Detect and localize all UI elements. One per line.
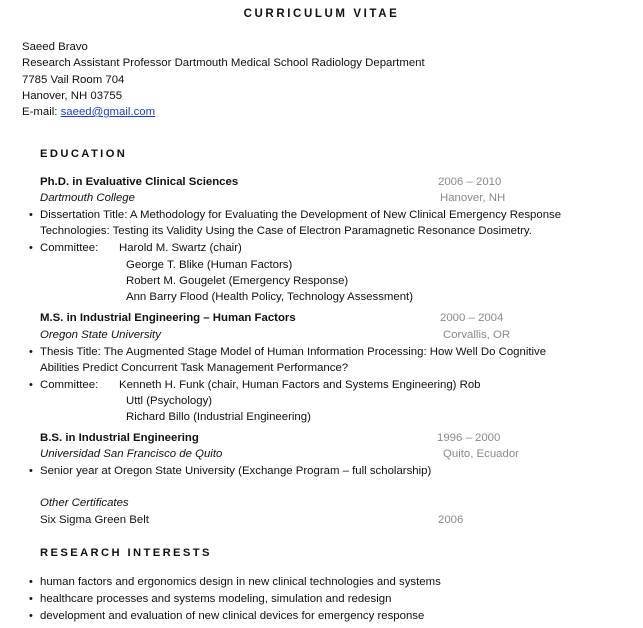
phd-committee-member: Harold M. Swartz (chair) (119, 242, 242, 254)
bullet-icon: • (29, 379, 33, 391)
ms-committee-member: Kenneth H. Funk (chair, Human Factors and Systems Engineering) Rob (119, 379, 481, 391)
research-interest-item: human factors and ergonomics design in new clinical technologies and systems (40, 576, 441, 588)
phd-committee-member: Robert M. Gougelet (Emergency Response) (126, 275, 349, 287)
ms-thesis-line1: Thesis Title: The Augmented Stage Model of Human Information Processing: How Well Do Cognitive (40, 346, 547, 358)
bullet-icon: • (29, 209, 33, 221)
contact-name: Saeed Bravo (22, 41, 88, 53)
phd-committee-member: Ann Barry Flood (Health Policy, Technology Assessment) (126, 291, 414, 303)
other-certificates-heading: Other Certificates (40, 497, 129, 509)
contact-position: Research Assistant Professor Dartmouth Medical School Radiology Department (22, 57, 425, 69)
email-label: E-mail: (22, 106, 61, 118)
contact-address-line2: Hanover, NH 03755 (22, 90, 123, 102)
phd-location: Hanover, NH (440, 192, 506, 204)
ms-degree: M.S. in Industrial Engineering – Human Factors (40, 312, 296, 324)
bs-location: Quito, Ecuador (443, 448, 519, 460)
phd-committee-label: Committee: (40, 242, 99, 254)
bs-school: Universidad San Francisco de Quito (40, 448, 223, 460)
research-interest-item: development and evaluation of new clinical devices for emergency response (40, 610, 425, 622)
ms-committee-member: Uttl (Psychology) (126, 395, 213, 407)
certificate-item: Six Sigma Green Belt (40, 514, 149, 526)
bs-degree: B.S. in Industrial Engineering (40, 432, 199, 444)
ms-thesis-line2: Abilities Predict Concurrent Task Management Performance? (40, 362, 349, 374)
document-title: CURRICULUM VITAE (243, 8, 400, 20)
bullet-icon: • (29, 610, 33, 622)
bullet-icon: • (29, 593, 33, 605)
bullet-icon: • (29, 465, 33, 477)
ms-school: Oregon State University (40, 329, 161, 341)
phd-school: Dartmouth College (40, 192, 135, 204)
certificate-year: 2006 (438, 514, 464, 526)
ms-committee-member: Richard Billo (Industrial Engineering) (126, 411, 311, 423)
bullet-icon: • (29, 576, 33, 588)
ms-years: 2000 – 2004 (440, 312, 504, 324)
phd-committee-member: George T. Blike (Human Factors) (126, 259, 293, 271)
bullet-icon: • (29, 346, 33, 358)
phd-degree: Ph.D. in Evaluative Clinical Sciences (40, 176, 239, 188)
research-interest-item: healthcare processes and systems modeling, simulation and redesign (40, 593, 392, 605)
research-interests-heading: RESEARCH INTERESTS (40, 547, 212, 559)
contact-email-row (22, 104, 155, 120)
ms-committee-label: Committee: (40, 379, 99, 391)
bullet-icon: • (29, 242, 33, 254)
bs-detail: Senior year at Oregon State University (Exchange Program – full scholarship) (40, 465, 432, 477)
email-link[interactable]: saeed@gmail.com (60, 106, 156, 118)
education-heading: EDUCATION (40, 148, 128, 160)
phd-years: 2006 – 2010 (438, 176, 502, 188)
phd-dissertation-line2: Technologies: Testing its Validity Using the Case of Electron Paramagnetic Resonance Dosimetry. (40, 225, 532, 237)
contact-address-line1: 7785 Vail Room 704 (22, 74, 125, 86)
ms-location: Corvallis, OR (443, 329, 511, 341)
phd-dissertation-line1: Dissertation Title: A Methodology for Evaluating the Development of New Clinical Emergency Response (40, 209, 562, 221)
bs-years: 1996 – 2000 (437, 432, 501, 444)
